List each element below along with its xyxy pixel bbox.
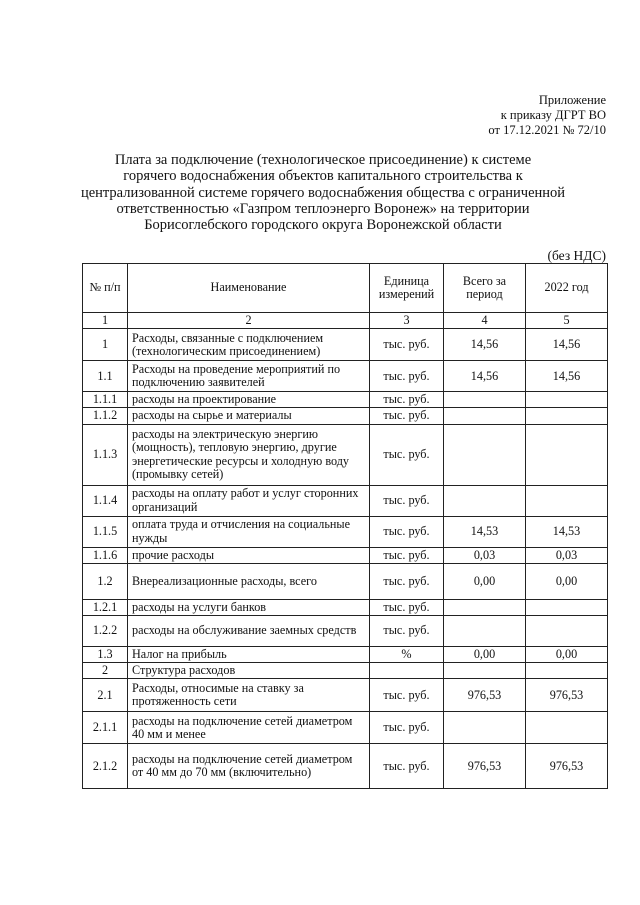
row-name: Структура расходов [128,663,370,679]
appendix-label: Приложение [538,93,606,107]
row-total [444,599,526,615]
col-header-num: № п/п [83,264,128,313]
row-year: 0,00 [526,563,608,599]
row-year: 976,53 [526,679,608,712]
table-row [83,616,608,647]
table-row [83,663,608,679]
row-total [444,424,526,485]
table-row [83,744,608,789]
row-unit: тыс. руб. [370,329,444,361]
col-header-year: 2022 год [526,264,608,313]
row-unit: тыс. руб. [370,599,444,615]
row-unit: тыс. руб. [370,712,444,744]
row-number: 1.1.2 [83,408,128,424]
row-name: расходы на оплату работ и услуг сторонних организаций [128,485,370,516]
row-total: 0,00 [444,647,526,663]
title-line: ответственностью «Газпром теплоэнерго Воронеж» на территории [116,200,530,217]
table-body [83,329,608,789]
column-number: 1 [83,313,128,329]
row-total: 14,56 [444,329,526,361]
row-number: 1.1 [83,361,128,392]
row-name: прочие расходы [128,547,370,563]
row-total [444,408,526,424]
row-total: 976,53 [444,679,526,712]
table-row [83,329,608,361]
table-row [83,647,608,663]
table-header-row [83,264,608,313]
row-year: 14,53 [526,516,608,547]
column-number: 4 [444,313,526,329]
appendix-header [488,93,606,138]
row-number: 1 [83,329,128,361]
row-unit: тыс. руб. [370,547,444,563]
row-total [444,663,526,679]
table-row [83,485,608,516]
order-reference: к приказу ДГРТ ВО [500,108,606,122]
table-row [83,712,608,744]
table-row [83,424,608,485]
row-year: 14,56 [526,361,608,392]
row-total [444,392,526,408]
row-year [526,712,608,744]
row-number: 2.1.1 [83,712,128,744]
row-year [526,663,608,679]
row-number: 2.1 [83,679,128,712]
row-year: 0,00 [526,647,608,663]
row-number: 1.1.1 [83,392,128,408]
title-line: горячего водоснабжения объектов капитального строительства к [123,168,523,185]
row-name: расходы на проектирование [128,392,370,408]
row-year: 14,56 [526,329,608,361]
document-title [60,152,586,233]
table-row [83,392,608,408]
tariff-table [82,263,608,789]
title-line: Плата за подключение (технологическое присоединение) к системе [114,152,532,168]
table-row [83,408,608,424]
row-unit: тыс. руб. [370,744,444,789]
row-total: 14,56 [444,361,526,392]
column-number: 3 [370,313,444,329]
row-total [444,485,526,516]
row-number: 1.1.3 [83,424,128,485]
title-line: Борисоглебского городского округа Воронежской области [144,217,502,234]
row-year [526,599,608,615]
row-number: 1.3 [83,647,128,663]
vat-note: (без НДС) [547,248,606,263]
col-header-total: Всего за период [444,264,526,313]
column-number: 5 [526,313,608,329]
row-name: расходы на сырье и материалы [128,408,370,424]
row-total [444,616,526,647]
table-row [83,599,608,615]
row-name: расходы на электрическую энергию (мощность), тепловую энергию, другие энергетические ресурсы и холодную воду (промывку сетей) [128,424,370,485]
table-row [83,563,608,599]
row-name: Расходы, относимые на ставку за протяженность сети [128,679,370,712]
row-year: 976,53 [526,744,608,789]
row-number: 2 [83,663,128,679]
row-number: 1.1.4 [83,485,128,516]
row-name: расходы на подключение сетей диаметром от 40 мм до 70 мм (включительно) [128,744,370,789]
row-name: расходы на услуги банков [128,599,370,615]
column-number-row [83,313,608,329]
row-year [526,408,608,424]
row-unit: % [370,647,444,663]
table-row [83,547,608,563]
row-unit: тыс. руб. [370,361,444,392]
row-total: 0,00 [444,563,526,599]
column-number: 2 [128,313,370,329]
row-name: оплата труда и отчисления на социальные нужды [128,516,370,547]
row-year: 0,03 [526,547,608,563]
col-header-unit: Единица измерений [370,264,444,313]
row-year [526,485,608,516]
row-number: 1.2.2 [83,616,128,647]
row-total: 976,53 [444,744,526,789]
row-unit: тыс. руб. [370,408,444,424]
order-date-number: от 17.12.2021 № 72/10 [488,123,606,137]
row-unit: тыс. руб. [370,424,444,485]
row-name: Расходы на проведение мероприятий по подключению заявителей [128,361,370,392]
row-number: 1.2 [83,563,128,599]
table-row [83,361,608,392]
row-unit: тыс. руб. [370,616,444,647]
row-name: расходы на обслуживание заемных средств [128,616,370,647]
row-number: 1.1.6 [83,547,128,563]
row-name: расходы на подключение сетей диаметром 40 мм и менее [128,712,370,744]
row-name: Внереализационные расходы, всего [128,563,370,599]
row-total [444,712,526,744]
title-line: централизованной системе горячего водоснабжения общества с ограниченной [80,184,566,201]
row-number: 2.1.2 [83,744,128,789]
row-total: 14,53 [444,516,526,547]
row-year [526,392,608,408]
row-year [526,424,608,485]
row-unit: тыс. руб. [370,563,444,599]
row-year [526,616,608,647]
row-unit: тыс. руб. [370,679,444,712]
col-header-name: Наименование [128,264,370,313]
row-number: 1.2.1 [83,599,128,615]
row-name: Налог на прибыль [128,647,370,663]
row-unit: тыс. руб. [370,392,444,408]
table-row [83,679,608,712]
row-unit: тыс. руб. [370,485,444,516]
row-unit [370,663,444,679]
row-total: 0,03 [444,547,526,563]
row-unit: тыс. руб. [370,516,444,547]
row-number: 1.1.5 [83,516,128,547]
table-row [83,516,608,547]
row-name: Расходы, связанные с подключением (технологическим присоединением) [128,329,370,361]
